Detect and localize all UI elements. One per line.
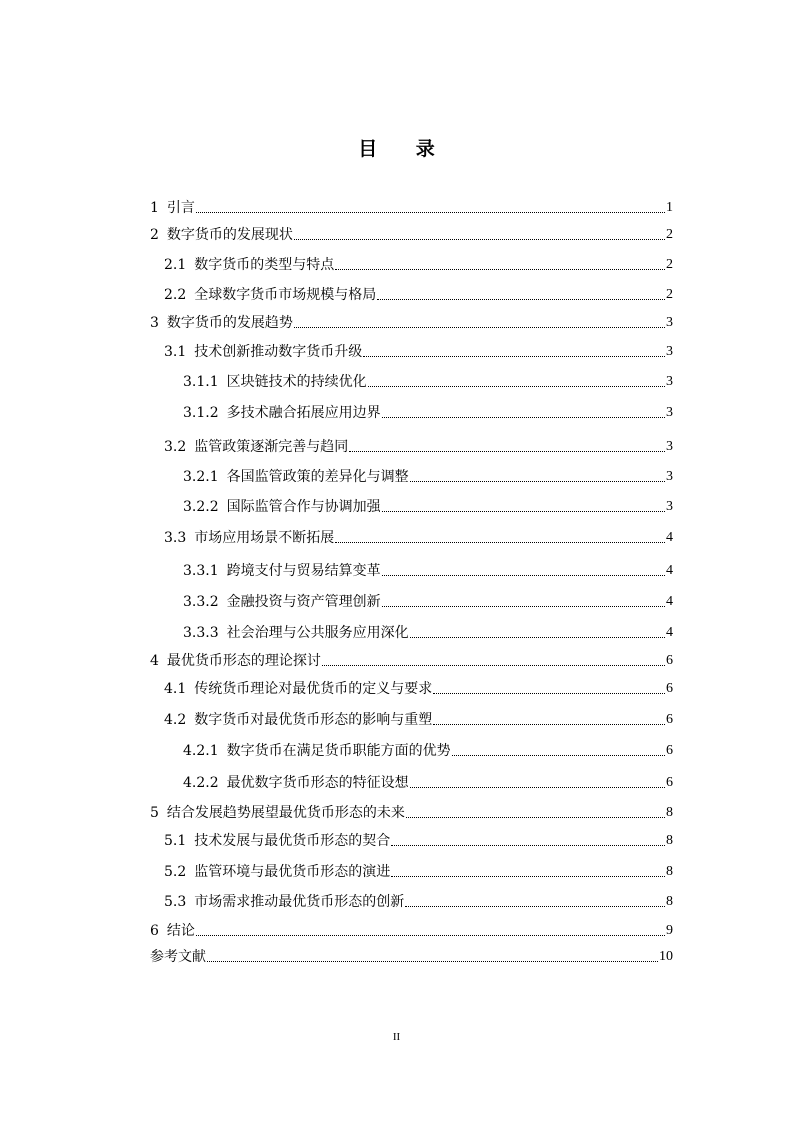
toc-entry-label: 传统货币理论对最优货币的定义与要求 xyxy=(194,681,433,697)
dot-leader xyxy=(294,326,665,328)
toc-entry-page: 3 xyxy=(666,469,673,484)
toc-entry-label: 监管政策逐渐完善与趋同 xyxy=(194,439,349,455)
toc-entry-label: 全球数字货币市场规模与格局 xyxy=(194,287,377,303)
toc-entry-number: 5.1 xyxy=(164,833,187,849)
toc-entry-number: 5 xyxy=(150,805,159,821)
toc-entry-number: 2 xyxy=(150,227,159,243)
dot-leader xyxy=(382,605,665,607)
dot-leader xyxy=(196,211,665,213)
toc-entry[interactable] xyxy=(150,224,673,244)
toc-entry-label: 金融投资与资产管理创新 xyxy=(226,594,381,610)
toc-entry-label: 数字货币的发展现状 xyxy=(166,227,293,243)
toc-entry[interactable] xyxy=(150,920,673,940)
dot-leader xyxy=(405,905,665,907)
toc-entry-number: 3.3.2 xyxy=(183,594,219,610)
toc-entry-label: 监管环境与最优货币形态的演进 xyxy=(194,864,391,880)
toc-entry-page: 2 xyxy=(666,227,673,242)
toc-entry-page: 3 xyxy=(666,344,673,359)
toc-entry-label: 数字货币在满足货币职能方面的优势 xyxy=(226,743,451,759)
dot-leader xyxy=(452,754,665,756)
toc-entry-label: 结合发展趋势展望最优货币形态的未来 xyxy=(166,805,405,821)
dot-leader xyxy=(433,723,665,725)
dot-leader xyxy=(207,960,658,962)
toc-entry[interactable] xyxy=(183,371,673,391)
toc-entry[interactable] xyxy=(183,622,673,642)
toc-entry[interactable] xyxy=(164,678,673,698)
toc-entry[interactable] xyxy=(164,861,673,881)
toc-entry-number: 1 xyxy=(150,200,159,216)
dot-leader xyxy=(382,574,665,576)
toc-entry[interactable] xyxy=(164,527,673,547)
toc-entry-page: 6 xyxy=(666,712,673,727)
page-number: II xyxy=(392,1031,401,1043)
toc-entry-page: 8 xyxy=(666,833,673,848)
dot-leader xyxy=(410,636,665,638)
toc-entry[interactable] xyxy=(164,709,673,729)
toc-entry-label: 市场应用场景不断拓展 xyxy=(194,530,335,546)
toc-entry-page: 4 xyxy=(666,530,673,545)
toc-entry-number: 3.3.1 xyxy=(183,563,219,579)
dot-leader xyxy=(382,416,665,418)
toc-entry[interactable] xyxy=(150,197,673,217)
dot-leader xyxy=(349,450,665,452)
toc-entry-number: 4.2 xyxy=(164,712,187,728)
toc-entry-number: 2.2 xyxy=(164,287,187,303)
toc-entry-page: 6 xyxy=(666,653,673,668)
toc-entry-page: 2 xyxy=(666,257,673,272)
toc-entry[interactable] xyxy=(164,341,673,361)
toc-entry-label: 技术发展与最优货币形态的契合 xyxy=(194,833,391,849)
dot-leader xyxy=(335,541,665,543)
toc-entry-label: 引言 xyxy=(166,200,195,216)
toc-entry[interactable] xyxy=(183,591,673,611)
toc-entry-label: 多技术融合拓展应用边界 xyxy=(226,405,381,421)
toc-entry-page: 4 xyxy=(666,594,673,609)
toc-entry-page: 3 xyxy=(666,439,673,454)
toc-entry-number: 3.1 xyxy=(164,344,187,360)
toc-entry-label: 区块链技术的持续优化 xyxy=(226,374,367,390)
dot-leader xyxy=(391,875,665,877)
dot-leader xyxy=(335,268,665,270)
toc-entry-number: 4.1 xyxy=(164,681,187,697)
toc-entry-page: 6 xyxy=(666,743,673,758)
dot-leader xyxy=(196,934,665,936)
toc-entry-number: 4.2.1 xyxy=(183,743,219,759)
toc-entry-label: 结论 xyxy=(166,923,195,939)
dot-leader xyxy=(410,480,665,482)
toc-entry-label: 数字货币的发展趋势 xyxy=(166,315,293,331)
toc-entry-page: 6 xyxy=(666,775,673,790)
toc-entry[interactable] xyxy=(164,436,673,456)
dot-leader xyxy=(391,844,665,846)
dot-leader xyxy=(377,298,665,300)
dot-leader xyxy=(363,355,665,357)
toc-entry-number: 4 xyxy=(150,653,159,669)
toc-entry-page: 4 xyxy=(666,625,673,640)
toc-entry-page: 2 xyxy=(666,287,673,302)
toc-entry[interactable] xyxy=(183,402,673,422)
toc-entry-label: 国际监管合作与协调加强 xyxy=(226,499,381,515)
toc-entry[interactable] xyxy=(183,740,673,760)
toc-entry-label: 技术创新推动数字货币升级 xyxy=(194,344,363,360)
toc-entry-label: 参考文献 xyxy=(150,949,206,965)
toc-entry[interactable] xyxy=(164,254,673,274)
toc-entry-number: 3.2.2 xyxy=(183,499,219,515)
toc-entry-page: 8 xyxy=(666,805,673,820)
toc-entry-page: 9 xyxy=(666,923,673,938)
toc-entry[interactable] xyxy=(164,891,673,911)
toc-entry-page: 10 xyxy=(659,949,673,964)
toc-entry-page: 8 xyxy=(666,864,673,879)
dot-leader xyxy=(322,664,665,666)
toc-entry-page: 6 xyxy=(666,681,673,696)
toc-entry-number: 6 xyxy=(150,923,159,939)
toc-entry-page: 4 xyxy=(666,563,673,578)
toc-entry-page: 3 xyxy=(666,499,673,514)
toc-entry[interactable] xyxy=(164,830,673,850)
toc-entry-number: 4.2.2 xyxy=(183,775,219,791)
toc-entry-number: 5.2 xyxy=(164,864,187,880)
toc-entry-page: 1 xyxy=(666,200,673,215)
toc-entry-label: 社会治理与公共服务应用深化 xyxy=(226,625,409,641)
toc-entry[interactable] xyxy=(150,802,673,822)
toc-entry-number: 3.3 xyxy=(164,530,187,546)
toc-entry[interactable] xyxy=(164,284,673,304)
toc-entry[interactable] xyxy=(150,650,673,670)
dot-leader xyxy=(406,816,665,818)
toc-entry-page: 8 xyxy=(666,894,673,909)
toc-entry-number: 2.1 xyxy=(164,257,187,273)
dot-leader xyxy=(294,238,665,240)
dot-leader xyxy=(410,786,665,788)
toc-entry-label: 数字货币的类型与特点 xyxy=(194,257,335,273)
toc-entry-number: 5.3 xyxy=(164,894,187,910)
toc-entry-label: 市场需求推动最优货币形态的创新 xyxy=(194,894,405,910)
toc-entry-label: 最优货币形态的理论探讨 xyxy=(166,653,321,669)
page-title: 目 录 xyxy=(358,138,451,160)
toc-entry-page: 3 xyxy=(666,374,673,389)
dot-leader xyxy=(382,510,665,512)
dot-leader xyxy=(433,692,665,694)
toc-entry-number: 3 xyxy=(150,315,159,331)
toc-entry-number: 3.2.1 xyxy=(183,469,219,485)
toc-entry[interactable] xyxy=(150,312,673,332)
toc-entry-number: 3.1.1 xyxy=(183,374,219,390)
dot-leader xyxy=(368,385,665,387)
toc-entry-label: 最优数字货币形态的特征设想 xyxy=(226,775,409,791)
toc-entry-number: 3.2 xyxy=(164,439,187,455)
toc-entry-page: 3 xyxy=(666,315,673,330)
toc-entry[interactable] xyxy=(183,560,673,580)
toc-entry-page: 3 xyxy=(666,405,673,420)
toc-entry-number: 3.3.3 xyxy=(183,625,219,641)
toc-entry[interactable] xyxy=(183,772,673,792)
toc-entry[interactable] xyxy=(183,496,673,516)
toc-entry-number: 3.1.2 xyxy=(183,405,219,421)
toc-entry-label: 各国监管政策的差异化与调整 xyxy=(226,469,409,485)
toc-entry[interactable] xyxy=(183,466,673,486)
toc-entry-label: 数字货币对最优货币形态的影响与重塑 xyxy=(194,712,433,728)
toc-entry[interactable] xyxy=(150,946,673,966)
toc-entry-label: 跨境支付与贸易结算变革 xyxy=(226,563,381,579)
